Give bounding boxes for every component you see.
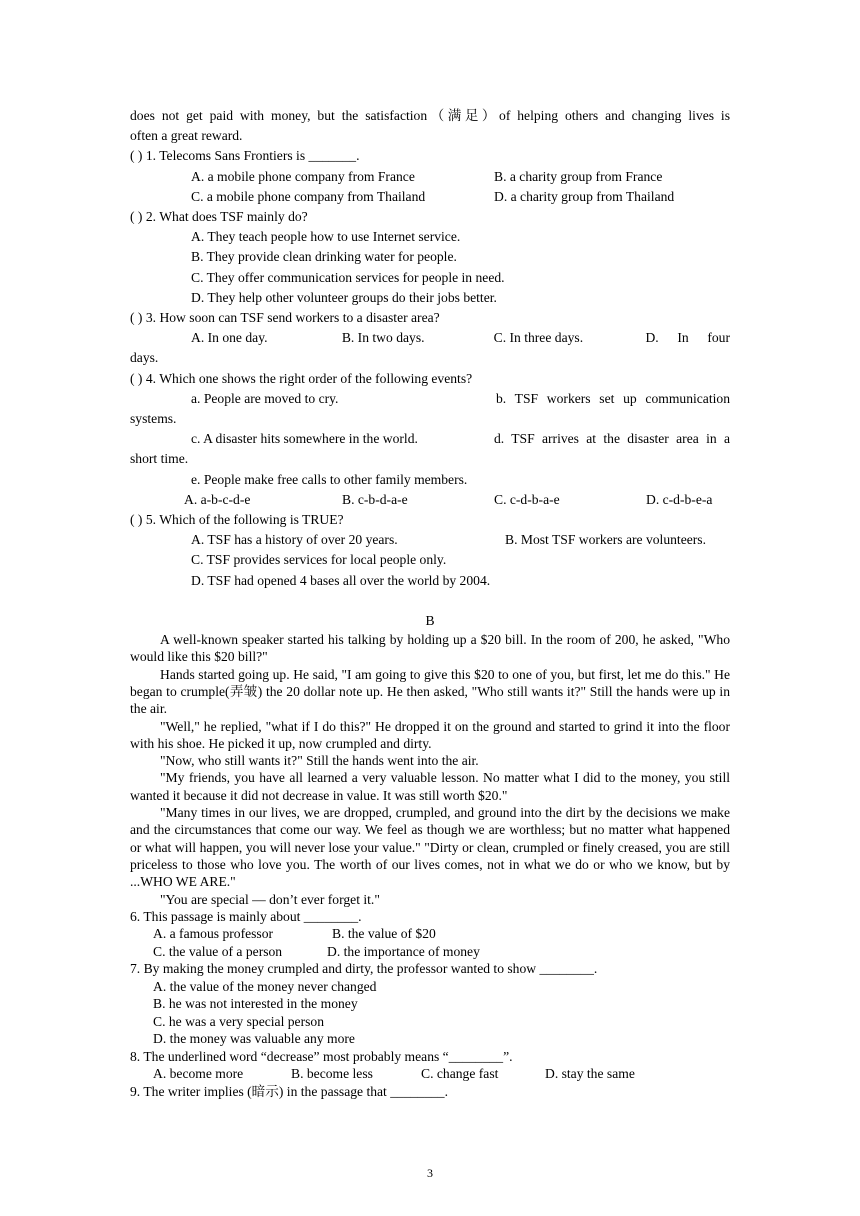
event-a: a. People are moved to cry. — [191, 390, 339, 406]
option-d: D. a charity group from Thailand — [494, 188, 675, 204]
event-b-wrap: systems. — [130, 411, 177, 427]
option-b: B. become less — [291, 1066, 373, 1082]
option-d: D. c-d-b-e-a — [646, 491, 713, 507]
passage-paragraph: A well-known speaker started his talking by holding up a $20 bill. In the room of 200, he asked, "Who would like this $20 bill?" — [130, 632, 730, 665]
option-b: B. he was not interested in the money — [153, 996, 358, 1012]
question-6-stem: 6. This passage is mainly about ________. — [130, 908, 362, 924]
question-4-events-row — [130, 429, 730, 449]
option-a: A. the value of the money never changed — [153, 978, 377, 994]
option-b: B. Most TSF workers are volunteers. — [505, 532, 706, 548]
question-1-options-row — [130, 187, 730, 207]
question-4-stem: ( ) 4. Which one shows the right order of the following events? — [130, 370, 473, 386]
question-4-options-row — [130, 490, 730, 510]
question-7-stem: 7. By making the money crumpled and dirty, the professor wanted to show ________. — [130, 961, 598, 977]
passage-paragraph: "My friends, you have all learned a very valuable lesson. No matter what I did to the money, you still wanted it because it did not decrease in value. It was still worth $20." — [130, 770, 730, 803]
question-6-options-row — [130, 925, 730, 943]
option-a: A. a famous professor — [153, 926, 274, 942]
option-a: A. They teach people how to use Internet service. — [191, 229, 461, 245]
option-b: B. They provide clean drinking water for people. — [191, 249, 457, 265]
option-d: D. TSF had opened 4 bases all over the world by 2004. — [191, 572, 491, 588]
option-b: B. c-b-d-a-e — [342, 491, 408, 507]
option-c: C. TSF provides services for local people only. — [191, 552, 447, 568]
option-d-wrap: days. — [130, 350, 159, 366]
question-6-options-row — [130, 943, 730, 961]
question-8-stem: 8. The underlined word “decrease” most probably means “________”. — [130, 1048, 513, 1064]
option-d: D. the importance of money — [327, 943, 480, 959]
question-2-stem: ( ) 2. What does TSF mainly do? — [130, 209, 308, 225]
page-number: 3 — [427, 1166, 433, 1180]
question-4-events-row — [130, 389, 730, 409]
question-5-options-row — [130, 530, 730, 550]
option-d: D. the money was valuable any more — [153, 1031, 355, 1047]
option-a: A. In one day. — [191, 330, 268, 346]
option-c: C. They offer communication services for people in need. — [191, 269, 505, 285]
event-d: d. TSF arrives at the disaster area in a — [494, 431, 730, 447]
passage-paragraph: "Well," he replied, "what if I do this?" He dropped it on the ground and started to grind it into the floor with his shoe. He picked it up, now crumpled and dirty. — [130, 718, 730, 751]
exam-page — [130, 106, 730, 1100]
option-d-word: four — [707, 330, 731, 346]
option-b: B. In two days. — [341, 330, 425, 346]
option-c: C. c-d-b-a-e — [494, 491, 560, 507]
passage-paragraph: "You are special — don’t ever forget it." — [160, 891, 380, 907]
option-c: C. the value of a person — [153, 943, 283, 959]
event-e: e. People make free calls to other family members. — [191, 471, 468, 487]
passage-paragraph: "Many times in our lives, we are dropped, crumpled, and ground into the dirt by the decisions we make and the circumstances that come our way. We feel as though we are worthless; but no matter what happened or what will happen, you will never lose your value." "Dirty or clean, crumpled or finely creased, you are still priceless to those who love you. The worth of our lives comes, not in what we do or who we know, but by ...WHO WE ARE." — [130, 805, 730, 890]
question-3-stem: ( ) 3. How soon can TSF send workers to a disaster area? — [130, 310, 440, 326]
passage-paragraph: "Now, who still wants it?" Still the hands went into the air. — [160, 753, 479, 769]
event-b: b. TSF workers set up communication — [496, 390, 730, 406]
question-9-stem: 9. The writer implies (暗示) in the passage that ________. — [130, 1083, 449, 1099]
question-5-stem: ( ) 5. Which of the following is TRUE? — [130, 512, 344, 528]
question-1-stem: ( ) 1. Telecoms Sans Frontiers is _______. — [130, 148, 360, 164]
intro-line: often a great reward. — [130, 128, 243, 144]
option-c: C. he was a very special person — [153, 1013, 324, 1029]
option-c: C. In three days. — [493, 330, 584, 346]
option-d: D. They help other volunteer groups do their jobs better. — [191, 289, 497, 305]
option-a: A. a mobile phone company from France — [191, 168, 415, 184]
option-b: B. the value of $20 — [332, 926, 436, 942]
section-heading: B — [425, 612, 435, 628]
option-d-label: D. — [645, 330, 659, 346]
option-c: C. a mobile phone company from Thailand — [191, 188, 426, 204]
option-d: D. stay the same — [545, 1066, 635, 1082]
question-3-options-row — [130, 328, 730, 348]
option-a: A. TSF has a history of over 20 years. — [191, 532, 398, 548]
passage-paragraph: Hands started going up. He said, "I am going to give this $20 to one of you, but first, let me do this." He began to crumple(弄皱) the 20 dollar note up. He then asked, "Who still wants it?" Still the hands were up in the air. — [130, 666, 730, 717]
question-8-options-row — [130, 1065, 730, 1083]
option-d-word: In — [677, 330, 689, 346]
option-c: C. change fast — [421, 1066, 499, 1082]
option-b: B. a charity group from France — [494, 168, 663, 184]
question-1-options-row — [130, 167, 730, 187]
event-c: c. A disaster hits somewhere in the world. — [191, 431, 418, 447]
option-a: A. become more — [153, 1066, 244, 1082]
option-a: A. a-b-c-d-e — [184, 491, 251, 507]
intro-line: does not get paid with money, but the satisfaction（满足）of helping others and changing lives is — [130, 108, 730, 123]
event-d-wrap: short time. — [130, 451, 189, 467]
